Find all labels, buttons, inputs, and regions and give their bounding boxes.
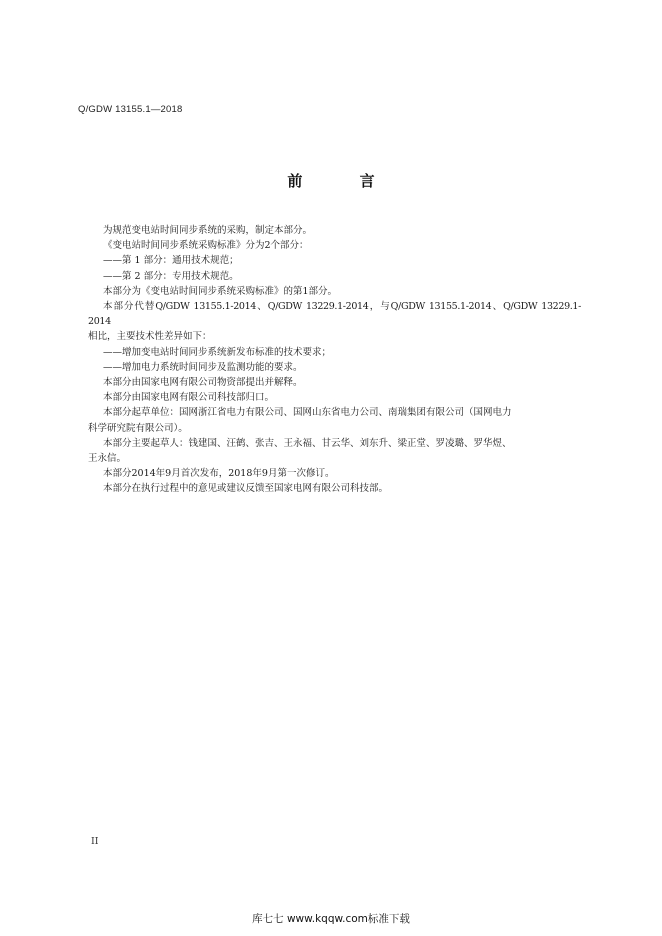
list-item: ——第 1 部分：通用技术规范； (103, 255, 239, 267)
paragraph: 本部分为《变电站时间同步系统采购标准》的第1部分。 (103, 285, 338, 297)
document-code: Q/GDW 13155.1—2018 (78, 104, 183, 115)
paragraph: 本部分代替Q/GDW 13155.1-2014、Q/GDW 13229.1-2014，与Q/GDW 13155.1-2014、Q/GDW 13229.1-2014 (88, 301, 581, 328)
paragraph: 本部分在执行过程中的意见或建议反馈至国家电网有限公司科技部。 (103, 483, 389, 495)
paragraph: 本部分由国家电网有限公司物资部提出并解释。 (103, 377, 303, 389)
list-item: ——增加电力系统时间同步及监测功能的要求。 (103, 361, 303, 373)
paragraph: 本部分起草单位：国网浙江省电力有限公司、国网山东省电力公司、南瑞集团有限公司（国网电力 (103, 407, 512, 419)
paragraph: 为规范变电站时间同步系统的采购，制定本部分。 (103, 225, 313, 236)
footer-watermark: 库七七 www.kqqw.com标准下载 (252, 913, 410, 925)
list-item: ——增加变电站时间同步系统新发布标准的技术要求； (103, 346, 332, 358)
foreword-body (88, 223, 581, 497)
page-number: II (91, 836, 99, 847)
list-item: ——第 2 部分：专用技术规范。 (103, 270, 239, 282)
paragraph-continuation: 科学研究院有限公司）。 (88, 422, 188, 434)
paragraph: 本部分2014年9月首次发布，2018年9月第一次修订。 (103, 468, 335, 480)
paragraph: 《变电站时间同步系统采购标准》分为2个部分： (103, 240, 309, 252)
paragraph-continuation: 王永信。 (88, 453, 127, 465)
paragraph: 本部分主要起草人：钱建国、汪鹤、张吉、王永福、甘云华、刘东升、梁正堂、罗凌璐、罗华煜、 (103, 437, 512, 449)
paragraph: 本部分由国家电网有限公司科技部归口。 (103, 392, 275, 404)
paragraph-continuation: 相比，主要技术性差异如下： (88, 331, 212, 343)
page-title: 前 言 (287, 172, 401, 190)
